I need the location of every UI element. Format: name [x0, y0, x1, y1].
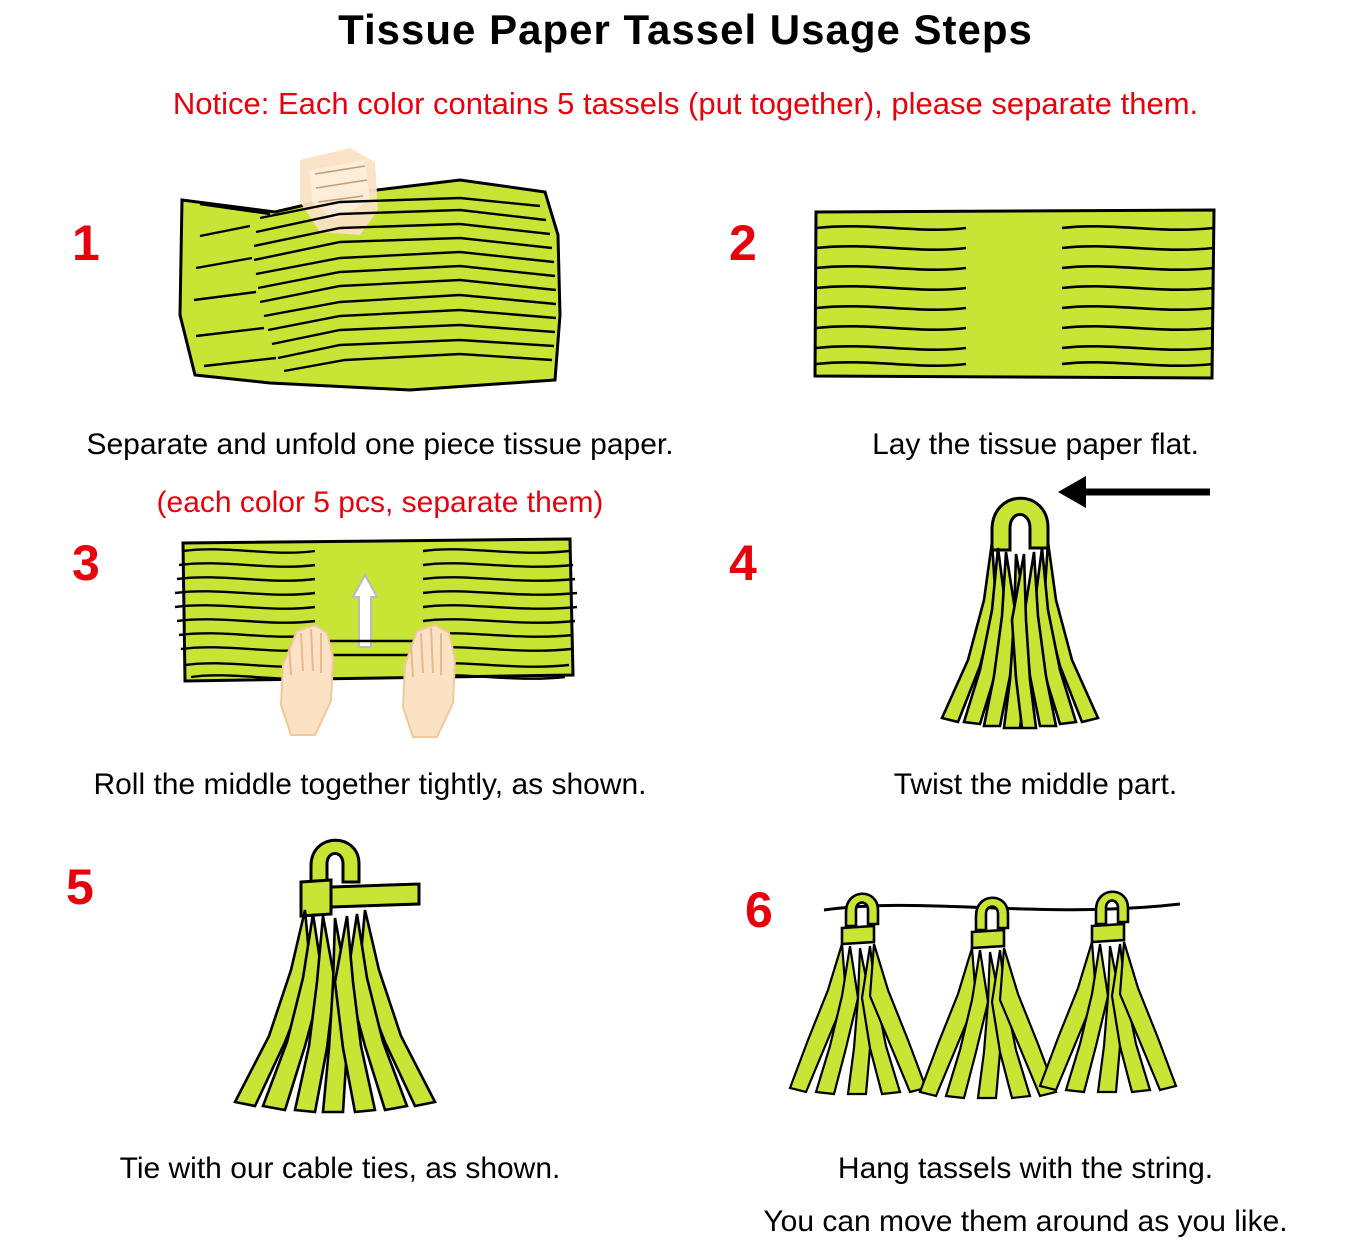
pointer-arrow	[1058, 476, 1210, 508]
tassel-loop-top	[311, 840, 359, 884]
figure-two-hands-rolling-middle	[165, 525, 585, 755]
caption-step-4: Twist the middle part.	[893, 768, 1178, 801]
figure-flat-tissue-paper-stack	[810, 200, 1220, 390]
tissue-body	[183, 539, 573, 681]
tassel-2	[920, 898, 1056, 1098]
caption-step-2: Lay the tissue paper flat.	[872, 428, 1199, 461]
tassel-strands-right	[335, 910, 435, 1112]
page-title: Tissue Paper Tassel Usage Steps	[338, 6, 1033, 53]
caption-step-5: Tie with our cable ties, as shown.	[119, 1152, 561, 1185]
step-number-6: 6	[745, 882, 773, 938]
caption-step-1-secondary: (each color 5 pcs, separate them)	[156, 486, 604, 519]
figure-folded-tissue-paper-with-hand	[160, 140, 590, 410]
tassel-3	[1040, 892, 1176, 1092]
step-number-2: 2	[729, 215, 757, 271]
tassel-strands-left	[235, 910, 347, 1112]
step-number-5: 5	[66, 859, 94, 915]
cable-tie	[301, 880, 419, 916]
caption-step-1: Separate and unfold one piece tissue paper.	[86, 428, 674, 461]
figure-three-tassels-hanging-on-string	[780, 880, 1200, 1140]
step-number-1: 1	[72, 215, 100, 271]
caption-step-6: Hang tassels with the string.	[837, 1152, 1214, 1185]
tassel-loop-top	[992, 498, 1048, 550]
tassel-strands-right	[1012, 542, 1098, 728]
step-number-3: 3	[72, 535, 100, 591]
figure-twisted-tassel-with-arrow	[880, 470, 1230, 750]
tassel-1	[790, 894, 926, 1094]
figure-tassel-tied-with-cable-tie	[215, 830, 545, 1130]
notice-text: Notice: Each color contains 5 tassels (put together), please separate them.	[172, 86, 1199, 121]
caption-step-6-secondary: You can move them around as you like.	[763, 1205, 1288, 1238]
caption-step-3: Roll the middle together tightly, as shown.	[93, 768, 647, 801]
step-number-4: 4	[729, 535, 757, 591]
tissue-body	[815, 210, 1214, 378]
